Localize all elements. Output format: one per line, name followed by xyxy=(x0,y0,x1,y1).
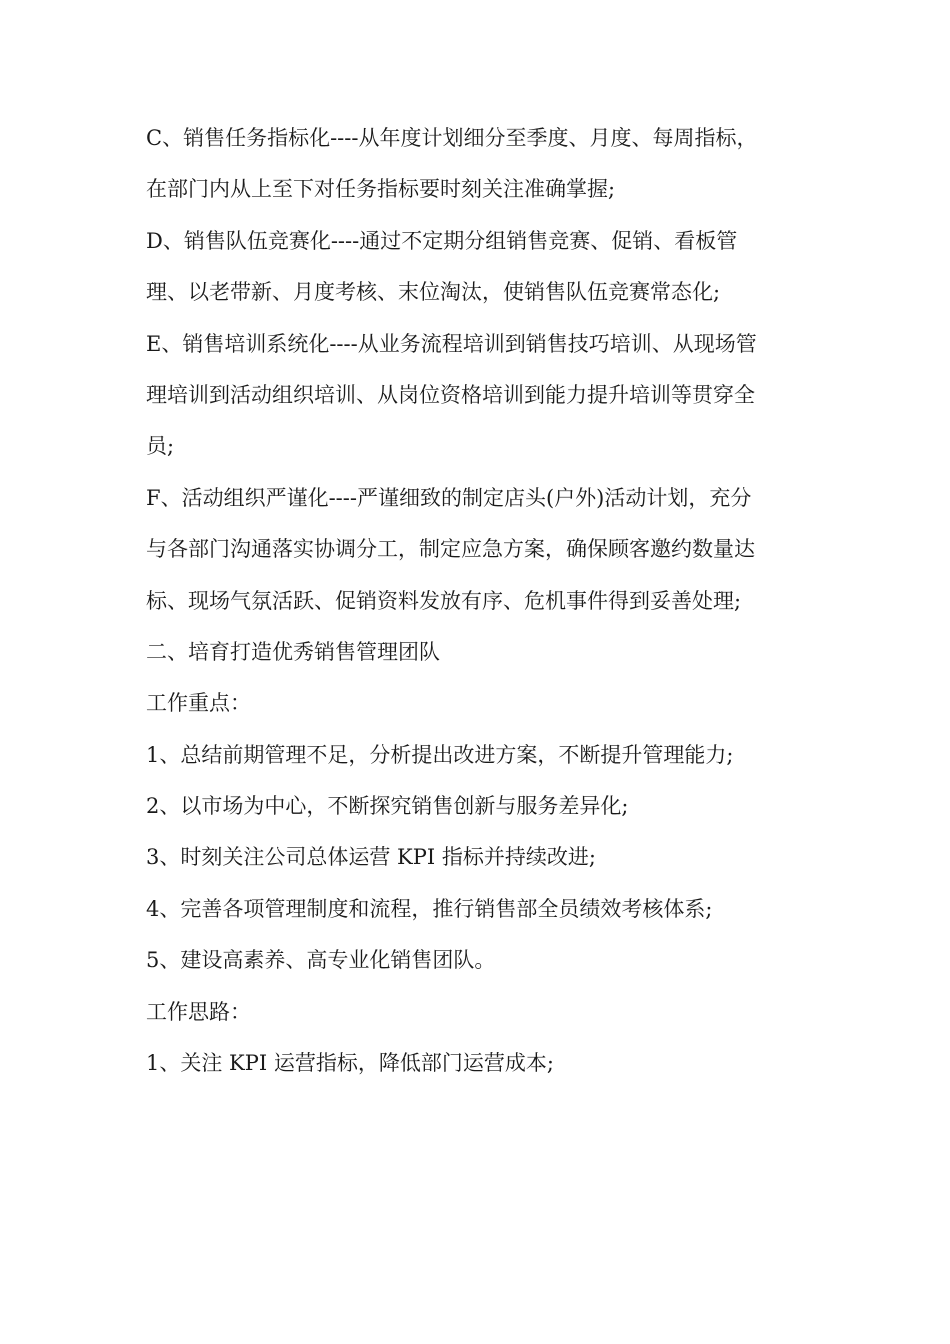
list-item: 1、总结前期管理不足，分析提出改进方案，不断提升管理能力; xyxy=(146,742,734,767)
text-line: 在部门内从上至下对任务指标要时刻关注准确掌握; xyxy=(146,177,616,202)
list-item: 4、完善各项管理制度和流程，推行销售部全员绩效考核体系; xyxy=(146,896,713,921)
subheading-work-focus: 工作重点： xyxy=(146,691,251,716)
subheading-work-approach: 工作思路： xyxy=(146,999,251,1024)
text-line: 标、现场气氛活跃、促销资料发放有序、危机事件得到妥善处理; xyxy=(146,588,742,613)
text-line: F、活动组织严谨化----严谨细致的制定店头(户外)活动计划，充分 xyxy=(146,485,752,510)
section-heading: 二、培育打造优秀销售管理团队 xyxy=(146,639,440,664)
text-line: E、销售培训系统化----从业务流程培训到销售技巧培训、从现场管 xyxy=(146,331,757,356)
list-item: 3、时刻关注公司总体运营 KPI 指标并持续改进; xyxy=(146,845,596,870)
list-item: 5、建设高素养、高专业化销售团队。 xyxy=(146,948,496,973)
list-item: 2、以市场为中心，不断探究销售创新与服务差异化; xyxy=(146,794,629,819)
text-line: 员; xyxy=(146,434,175,459)
text-line: 理、以老带新、月度考核、末位淘汰，使销售队伍竞赛常态化; xyxy=(146,280,721,305)
text-line: D、销售队伍竞赛化----通过不定期分组销售竞赛、促销、看板管 xyxy=(146,228,738,253)
text-line: C、销售任务指标化----从年度计划细分至季度、月度、每周指标， xyxy=(146,126,758,150)
document-body xyxy=(146,118,804,1094)
list-item: 1、关注 KPI 运营指标，降低部门运营成本; xyxy=(146,1051,554,1076)
text-line: 与各部门沟通落实协调分工，制定应急方案，确保顾客邀约数量达 xyxy=(146,537,755,562)
text-line: 理培训到活动组织培训、从岗位资格培训到能力提升培训等贯穿全 xyxy=(146,382,755,407)
